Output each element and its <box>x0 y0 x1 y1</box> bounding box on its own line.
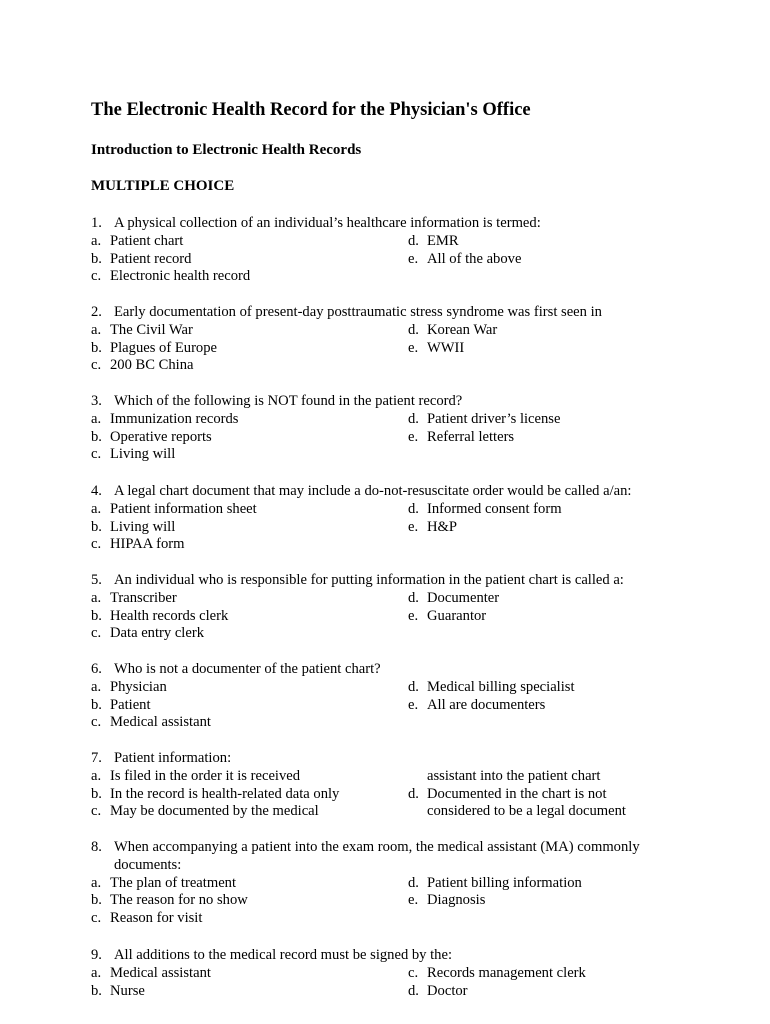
answer-option <box>91 785 339 803</box>
answer-option <box>91 802 319 820</box>
option-letter: c. <box>91 357 102 374</box>
answer-option <box>91 982 145 1000</box>
option-letter: d. <box>408 410 419 427</box>
question-stem: A legal chart document that may include a do-not-resuscitate order would be called a/an: <box>114 483 632 499</box>
option-text: The plan of treatment <box>110 874 237 891</box>
option-text: Patient information sheet <box>110 500 257 517</box>
answer-option <box>91 624 204 642</box>
option-text: HIPAA form <box>110 536 185 553</box>
question-number: 8. <box>91 839 102 855</box>
option-letter: c. <box>91 910 102 927</box>
option-text: The Civil War <box>110 321 193 338</box>
answer-option <box>408 518 457 536</box>
option-text: assistant into the patient chart <box>427 767 601 784</box>
answer-option <box>91 445 175 463</box>
answer-option <box>91 250 191 268</box>
option-text: Medical assistant <box>110 964 211 981</box>
answer-option <box>91 964 211 982</box>
answer-option <box>91 678 167 696</box>
question-stem-line <box>91 749 231 767</box>
answer-option <box>91 535 184 553</box>
option-letter: e. <box>408 339 419 356</box>
option-text: Transcriber <box>110 589 177 606</box>
question-number: 5. <box>91 572 102 588</box>
question-stem: When accompanying a patient into the exam room, the medical assistant (MA) commonly <box>114 839 640 855</box>
option-text: Data entry clerk <box>110 625 204 642</box>
option-letter: a. <box>91 589 102 606</box>
question-stem-line <box>91 392 462 410</box>
option-letter: b. <box>91 696 102 713</box>
option-text: H&P <box>427 518 458 535</box>
option-letter: a. <box>91 410 102 427</box>
option-text: Korean War <box>427 321 498 338</box>
answer-option <box>408 767 600 785</box>
option-letter: d. <box>408 785 419 802</box>
option-letter: d. <box>408 232 419 249</box>
option-text: May be documented by the medical <box>110 803 319 820</box>
answer-option <box>408 964 586 982</box>
answer-option <box>408 500 562 518</box>
answer-option <box>408 410 560 428</box>
document-subtitle: Introduction to Electronic Health Records <box>91 142 362 158</box>
option-text: Physician <box>110 678 167 695</box>
question-number: 3. <box>91 393 102 409</box>
answer-option <box>91 767 300 785</box>
answer-option <box>408 607 486 625</box>
answer-option <box>91 356 194 374</box>
option-text: Guarantor <box>427 607 487 624</box>
option-letter: e. <box>408 892 419 909</box>
option-letter: d. <box>408 321 419 338</box>
question-stem-line <box>114 856 181 874</box>
option-text: Is filed in the order it is received <box>110 767 301 784</box>
option-letter: e. <box>408 518 419 535</box>
answer-option <box>408 678 575 696</box>
option-text: WWII <box>427 339 465 356</box>
option-text: All of the above <box>427 250 522 267</box>
question-stem-line <box>91 946 452 964</box>
option-text: 200 BC China <box>110 357 194 374</box>
question-number: 2. <box>91 304 102 320</box>
option-text: The reason for no show <box>110 892 248 909</box>
option-letter: e. <box>408 696 419 713</box>
option-text: Operative reports <box>110 428 212 445</box>
option-text: All are documenters <box>427 696 546 713</box>
answer-option <box>408 339 464 357</box>
question-stem: An individual who is responsible for putting information in the patient chart is called a: <box>114 572 624 588</box>
answer-option <box>91 428 212 446</box>
option-letter: d. <box>408 982 419 999</box>
answer-option <box>408 891 485 909</box>
option-letter: d. <box>408 678 419 695</box>
option-text: Living will <box>110 518 176 535</box>
option-text: Patient record <box>110 250 192 267</box>
option-letter: b. <box>91 428 102 445</box>
question-number: 4. <box>91 483 102 499</box>
question-stem: All additions to the medical record must be signed by the: <box>114 947 453 963</box>
answer-option <box>91 891 248 909</box>
option-text: Medical billing specialist <box>427 678 575 695</box>
section-heading: MULTIPLE CHOICE <box>91 178 235 194</box>
option-text: Patient driver’s license <box>427 410 561 427</box>
option-text: Referral letters <box>427 428 515 445</box>
option-text: Diagnosis <box>427 892 486 909</box>
option-letter: e. <box>408 428 419 445</box>
option-letter: b. <box>91 892 102 909</box>
option-letter: b. <box>91 607 102 624</box>
answer-option <box>91 713 211 731</box>
option-letter: a. <box>91 232 102 249</box>
option-text: Patient <box>110 696 151 713</box>
option-letter: c. <box>91 446 102 463</box>
option-letter: c. <box>91 803 102 820</box>
answer-option <box>408 785 607 803</box>
question-stem-line <box>91 571 624 589</box>
answer-option <box>408 589 499 607</box>
question-number: 6. <box>91 661 102 677</box>
option-text: Living will <box>110 446 176 463</box>
question-stem-line <box>91 838 640 856</box>
option-text: Reason for visit <box>110 910 203 927</box>
option-letter: c. <box>91 536 102 553</box>
option-letter: b. <box>91 785 102 802</box>
answer-option <box>408 232 459 250</box>
option-letter: c. <box>91 625 102 642</box>
option-letter: c. <box>91 268 102 285</box>
option-text: Records management clerk <box>427 964 586 981</box>
answer-option <box>91 321 193 339</box>
option-text: Patient chart <box>110 232 184 249</box>
option-text: Health records clerk <box>110 607 229 624</box>
option-letter: d. <box>408 589 419 606</box>
question-stem: Which of the following is NOT found in the patient record? <box>114 393 463 409</box>
option-letter: a. <box>91 874 102 891</box>
option-letter: b. <box>91 250 102 267</box>
answer-option <box>408 874 582 892</box>
answer-option <box>91 500 257 518</box>
answer-option <box>91 232 183 250</box>
question-stem-line <box>91 482 631 500</box>
option-text: In the record is health-related data only <box>110 785 340 802</box>
question-stem: documents: <box>114 856 182 873</box>
answer-option <box>408 321 497 339</box>
option-text: Medical assistant <box>110 714 211 731</box>
option-text: Patient billing information <box>427 874 582 891</box>
option-letter: b. <box>91 982 102 999</box>
option-letter: a. <box>91 500 102 517</box>
option-letter: c. <box>408 964 419 981</box>
option-text: Immunization records <box>110 410 239 427</box>
option-letter: a. <box>91 964 102 981</box>
option-letter: a. <box>91 321 102 338</box>
option-letter: a. <box>91 767 102 784</box>
answer-option <box>408 696 545 714</box>
question-stem: A physical collection of an individual’s healthcare information is termed: <box>114 215 541 231</box>
option-letter: e. <box>408 250 419 267</box>
answer-option <box>91 589 177 607</box>
option-text: Documented in the chart is not <box>427 785 607 802</box>
option-letter: b. <box>91 339 102 356</box>
answer-option <box>91 607 228 625</box>
option-letter: c. <box>91 714 102 731</box>
option-text: Informed consent form <box>427 500 562 517</box>
answer-option <box>91 410 238 428</box>
question-stem: Patient information: <box>114 750 232 766</box>
option-letter: b. <box>91 518 102 535</box>
question-stem: Early documentation of present-day posttraumatic stress syndrome was first seen in <box>114 304 602 320</box>
answer-option <box>91 696 151 714</box>
document-title: The Electronic Health Record for the Physician's Office <box>91 100 531 120</box>
option-letter: d. <box>408 500 419 517</box>
option-text: Doctor <box>427 982 468 999</box>
option-text: considered to be a legal document <box>427 803 626 820</box>
answer-option <box>91 909 202 927</box>
answer-option <box>408 428 514 446</box>
answer-option <box>408 802 626 820</box>
question-number: 9. <box>91 947 102 963</box>
option-text: Electronic health record <box>110 268 251 285</box>
question-stem-line <box>91 303 602 321</box>
option-letter: d. <box>408 874 419 891</box>
question-stem-line <box>91 214 541 232</box>
answer-option <box>91 267 250 285</box>
option-text: Documenter <box>427 589 500 606</box>
question-stem-line <box>91 660 381 678</box>
option-text: Plagues of Europe <box>110 339 217 356</box>
answer-option <box>91 874 236 892</box>
answer-option <box>408 250 521 268</box>
question-number: 7. <box>91 750 102 766</box>
question-stem: Who is not a documenter of the patient chart? <box>114 661 381 677</box>
option-letter: e. <box>408 607 419 624</box>
option-letter: a. <box>91 678 102 695</box>
answer-option <box>408 982 468 1000</box>
question-number: 1. <box>91 215 102 231</box>
answer-option <box>91 518 175 536</box>
answer-option <box>91 339 217 357</box>
option-text: Nurse <box>110 982 145 999</box>
option-text: EMR <box>427 232 459 249</box>
